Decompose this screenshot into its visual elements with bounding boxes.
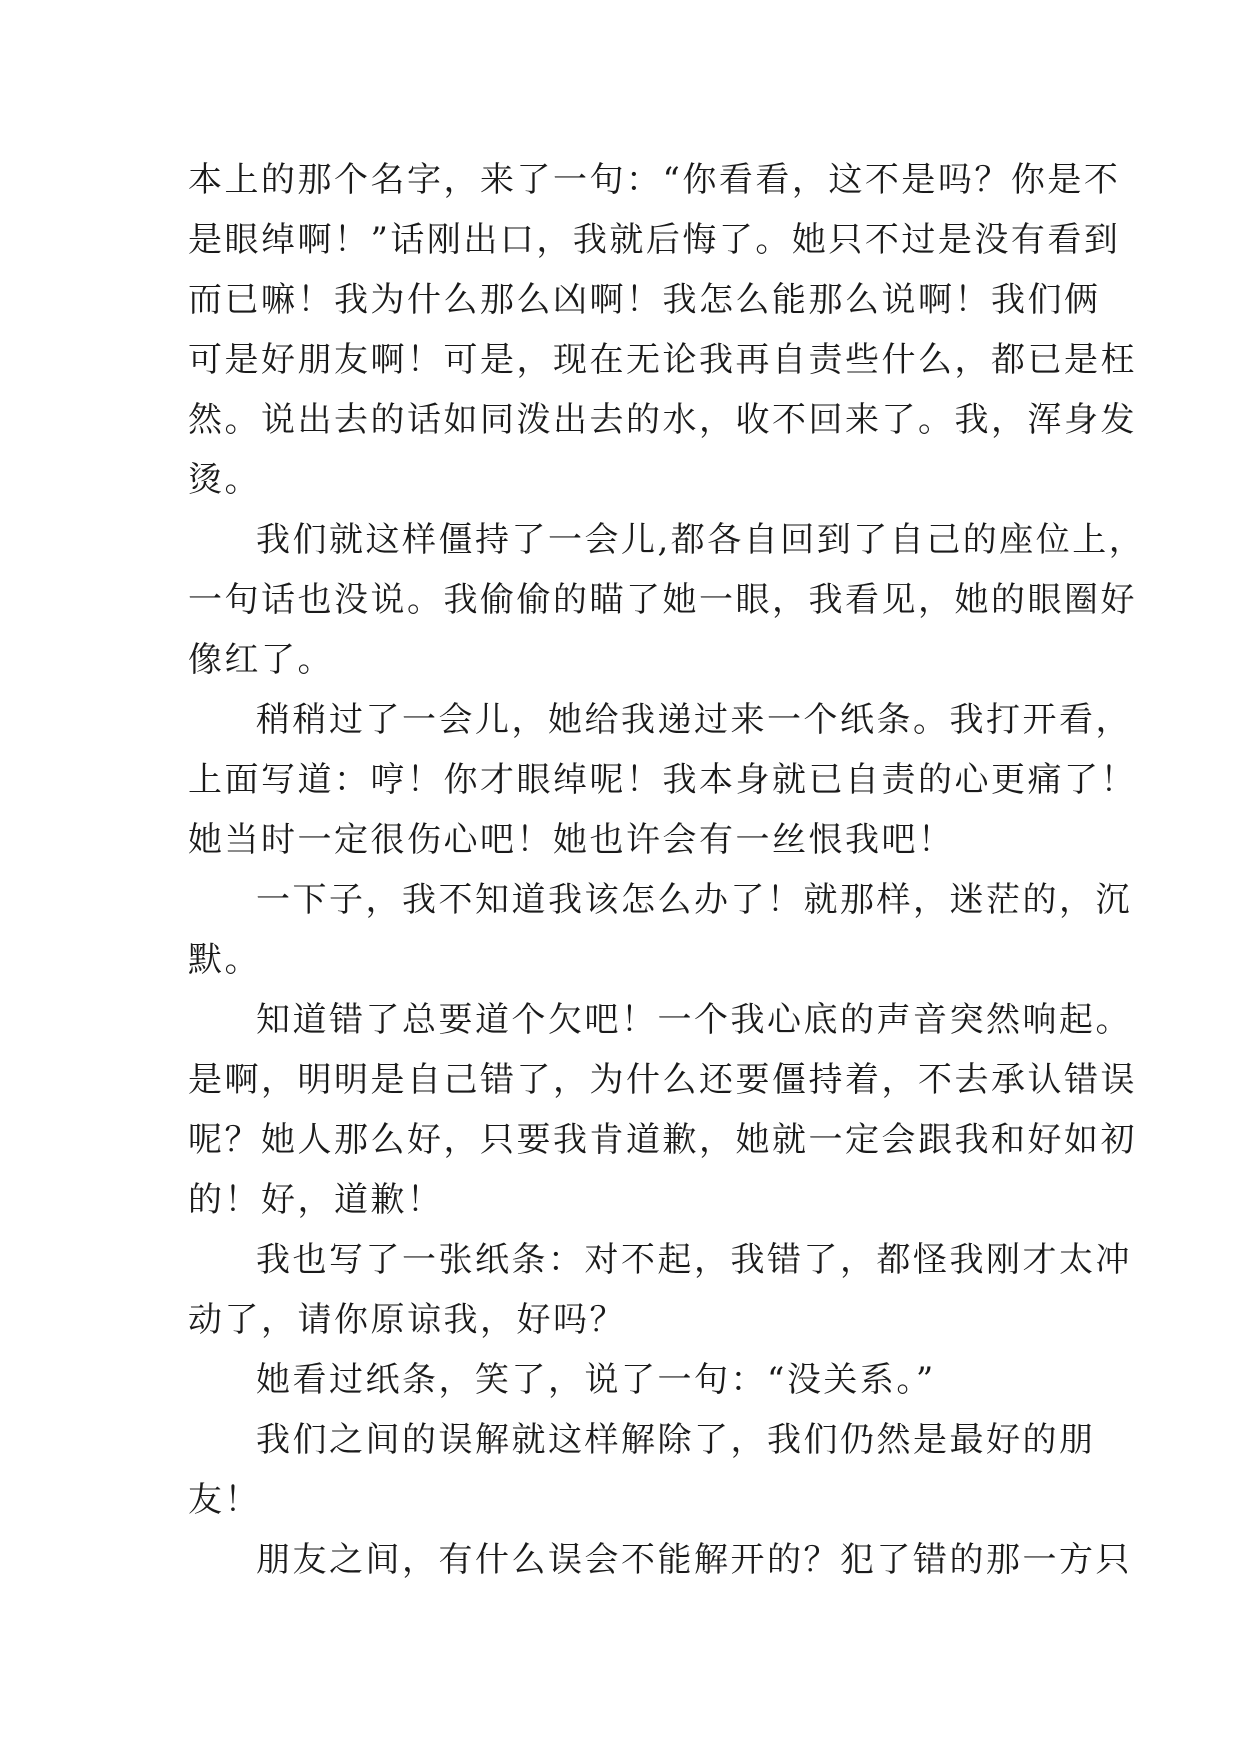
text-line: 然。说出去的话如同泼出去的水，收不回来了。我，浑身发 xyxy=(188,400,1137,440)
paragraph-first-line: 我也写了一张纸条：对不起，我错了，都怪我刚才太冲 xyxy=(256,1240,1132,1280)
text-line: 是眼绰啊！”话刚出口，我就后悔了。她只不过是没有看到 xyxy=(188,220,1121,260)
text-line: 的！好，道歉！ xyxy=(188,1180,444,1220)
text-line: 而已嘛！我为什么那么凶啊！我怎么能那么说啊！我们俩 xyxy=(188,280,1101,320)
paragraph-first-line: 我们就这样僵持了一会儿,都各自回到了自己的座位上， xyxy=(256,520,1146,560)
text-line: 烫。 xyxy=(188,460,261,500)
text-line: 呢？她人那么好，只要我肯道歉，她就一定会跟我和好如初 xyxy=(188,1120,1137,1160)
text-line: 友！ xyxy=(188,1480,261,1520)
text-line: 像红了。 xyxy=(188,640,334,680)
text-line: 动了，请你原谅我，好吗？ xyxy=(188,1300,626,1340)
body-text xyxy=(188,150,1146,1590)
text-line: 是啊，明明是自己错了，为什么还要僵持着，不去承认错误 xyxy=(188,1060,1137,1100)
text-line: 本上的那个名字，来了一句：“你看看，这不是吗？你是不 xyxy=(188,160,1121,200)
paragraph-first-line: 一下子，我不知道我该怎么办了！就那样，迷茫的，沉 xyxy=(256,880,1132,920)
text-line: 可是好朋友啊！可是，现在无论我再自责些什么，都已是枉 xyxy=(188,340,1137,380)
text-line: 默。 xyxy=(188,940,261,980)
paragraph-first-line: 她看过纸条，笑了，说了一句：“没关系。” xyxy=(256,1360,936,1400)
text-line: 她当时一定很伤心吧！她也许会有一丝恨我吧！ xyxy=(188,820,955,860)
paragraph-first-line: 知道错了总要道个欠吧！一个我心底的声音突然响起。 xyxy=(256,1000,1132,1040)
paragraph-first-line: 我们之间的误解就这样解除了，我们仍然是最好的朋 xyxy=(256,1420,1096,1460)
paragraph-first-line: 朋友之间，有什么误会不能解开的？犯了错的那一方只 xyxy=(256,1540,1132,1580)
text-line: 上面写道：哼！你才眼绰呢！我本身就已自责的心更痛了！ xyxy=(188,760,1137,800)
paragraph-first-line: 稍稍过了一会儿，她给我递过来一个纸条。我打开看， xyxy=(256,700,1132,740)
text-line: 一句话也没说。我偷偷的瞄了她一眼，我看见，她的眼圈好 xyxy=(188,580,1137,620)
